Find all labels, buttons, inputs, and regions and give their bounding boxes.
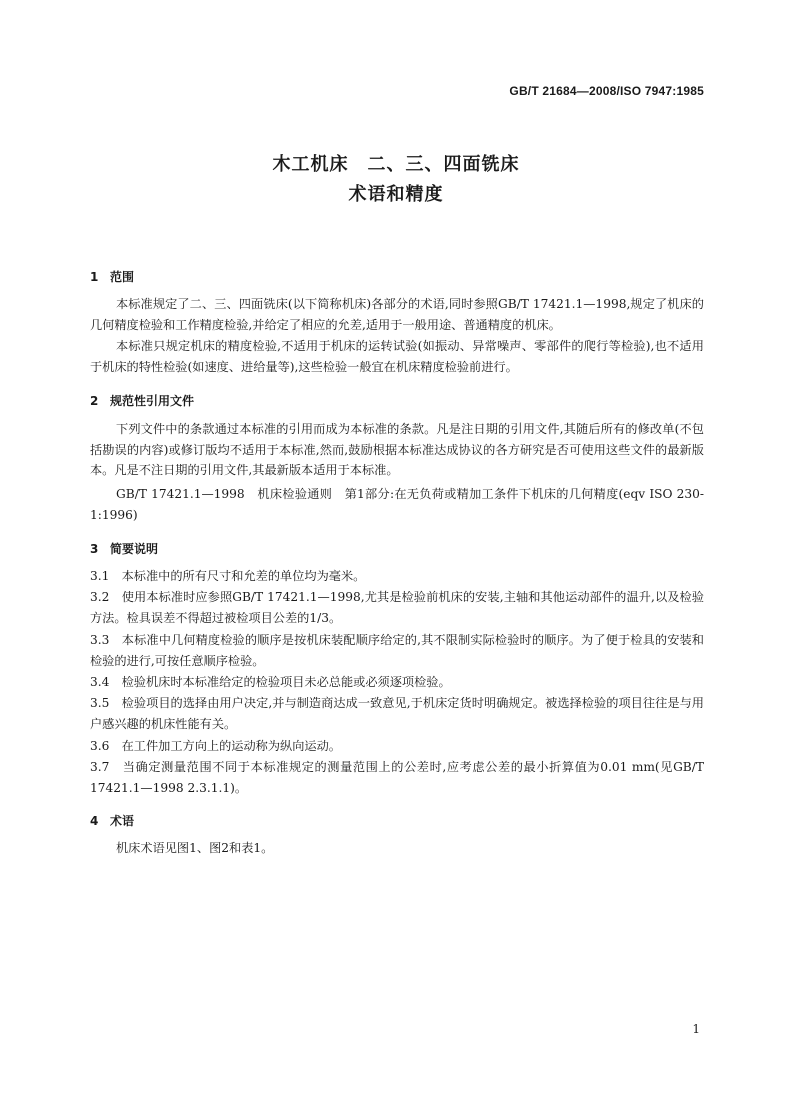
clause-3-7: 3.7 当确定测量范围不同于本标准规定的测量范围上的公差时,应考虑公差的最小折算值为0.01 mm(见GB/T 17421.1—1998 2.3.1.1)。 [90,760,704,795]
section-3-heading [90,540,158,557]
clause-3-2: 3.2 使用本标准时应参照GB/T 17421.1—1998,尤其是检验前机床的安装,主轴和其他运动部件的温升,以及检验方法。检具误差不得超过被检项目公差的1/3。 [90,590,704,625]
section-2-title: 规范性引用文件 [110,394,195,408]
section-3-title: 简要说明 [110,542,159,556]
section-2-paragraph-1: 下列文件中的条款通过本标准的引用而成为本标准的条款。凡是注日期的引用文件,其随后所有的修改单(不包括勘误的内容)或修订版均不适用于本标准,然而,鼓励根据本标准达成协议的各方研究是否可使用这些文件的最新版本。凡是不注日期的引用文件,其最新版本适用于本标准。 [90,422,704,477]
section-4-number: 4 [90,814,99,828]
standard-number: GB/T 21684—2008/ISO 7947:1985 [509,84,704,98]
clause-3-1: 3.1 本标准中的所有尺寸和允差的单位均为毫米。 [90,569,366,583]
section-4-paragraph-1: 机床术语见图1、图2和表1。 [116,841,274,855]
section-4-title: 术语 [110,814,135,828]
section-1-heading [90,268,134,285]
section-2-reference: GB/T 17421.1—1998 机床检验通则 第1部分:在无负荷或精加工条件下机床的几何精度(eqv ISO 230-1:1996) [90,487,704,522]
document-title-line1: 木工机床 二、三、四面铣床 [272,154,520,175]
clause-3-4: 3.4 检验机床时本标准给定的检验项目未必总能或必须逐项检验。 [90,675,451,689]
section-2-heading [90,392,194,409]
section-1-paragraph-2: 本标准只规定机床的精度检验,不适用于机床的运转试验(如振动、异常噪声、零部件的爬行等检验),也不适用于机床的特性检验(如速度、进给量等),这些检验一般宜在机床精度检验前进行。 [90,339,704,374]
page-number: 1 [692,1022,700,1036]
clause-3-5: 3.5 检验项目的选择由用户决定,并与制造商达成一致意见,于机床定货时明确规定。被选择检验的项目往往是与用户感兴趣的机床性能有关。 [90,696,704,731]
section-1-number: 1 [90,270,99,284]
clause-3-3: 3.3 本标准中几何精度检验的顺序是按机床装配顺序给定的,其不限制实际检验时的顺序。为了便于检具的安装和检验的进行,可按任意顺序检验。 [90,633,704,668]
document-title-line2: 术语和精度 [348,184,444,205]
clause-3-6: 3.6 在工件加工方向上的运动称为纵向运动。 [90,739,341,753]
section-1-paragraph-1: 本标准规定了二、三、四面铣床(以下简称机床)各部分的术语,同时参照GB/T 17421.1—1998,规定了机床的几何精度检验和工作精度检验,并给定了相应的允差,适用于一般用途、普通精度的机床。 [90,297,704,332]
section-3-number: 3 [90,542,99,556]
section-4-heading [90,812,134,829]
section-2-number: 2 [90,394,99,408]
section-1-title: 范围 [110,270,135,284]
